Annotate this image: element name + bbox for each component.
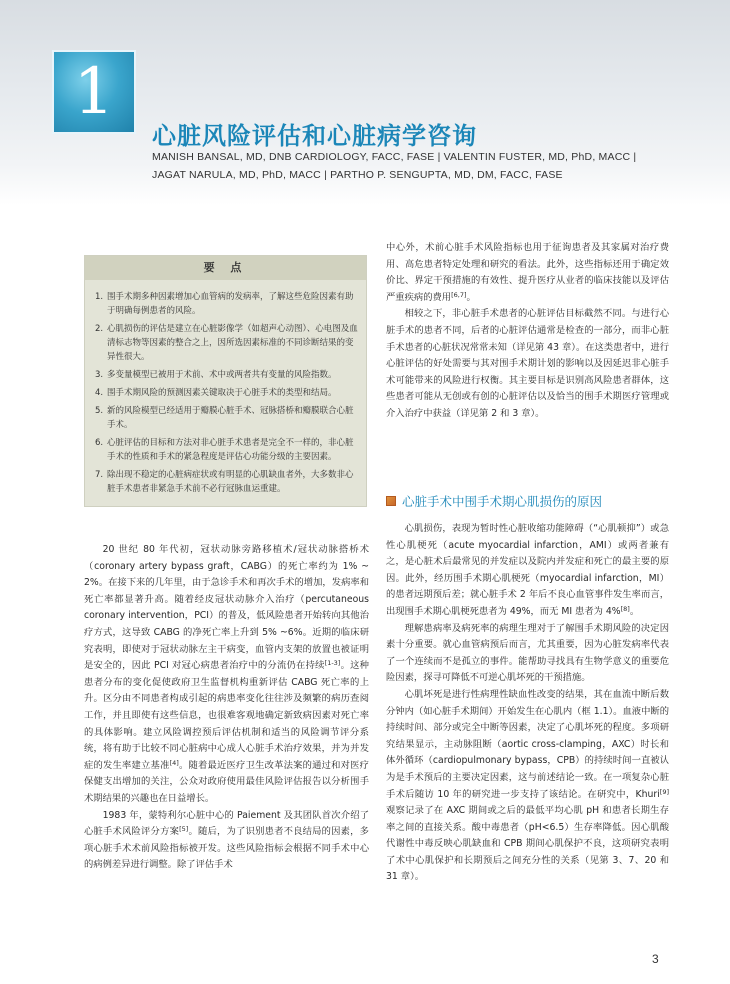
body-paragraph [386, 687, 669, 886]
key-point-number: 5. [95, 406, 104, 416]
text-run: 中心外，术前心脏手术风险指标也用于征询患者及其家属对治疗费用、高危患者特定处理和研究的看法。此外，这些指标还用于确定效价比、界定干预措施的有效性、提升医疗从业者的临床技能以及评估严重疾病的费用 [386, 242, 669, 303]
text-run: 。这种患者分布的变化促使政府卫生监督机构重新评估 CABG 死亡率的上升。区分由不同患者构成引起的病患率变化往往涉及频繁的病历查阅工作，并且即使有这些信息，也很难客观地确定新致病因素对死亡率的具体影响。建立风险调控预后评估机制和适当的风险调节评分系统，将有助于比较不同心脏病中心成人心脏手术治疗效果，并为并发症的发生率建立基准 [84, 660, 369, 771]
citation-ref: [5] [179, 825, 189, 834]
chapter-number-badge [52, 50, 136, 134]
key-point-number: 2. [95, 324, 104, 334]
key-point-text: 心肌损伤的评估是建立在心脏影像学（如超声心动图）、心电图及血清标志物等因素的整合之上，因所选因素标准的不同诊断结果的变异性很大。 [107, 324, 358, 362]
key-points-box [84, 255, 367, 507]
text-run: 心肌坏死是进行性病理性缺血性改变的结果，其在血流中断后数分钟内（如心脏手术期间）开始发生在心肌内（框 1.1）。血液中断的持续时间、部分或完全中断等因素，决定了心肌坏死的程度。多项研究结果显示，主动脉阻断（aortic cross-clamping，AXC）时长和体外循环（cardiopulmonary bypass，CPB）的持续时间一直被认为是手术预后的主要决定因素，这与前述结论一致。在一项复杂心脏手术后随访 10 年的研究进一步支持了该结论。在研究中，Khuri [386, 688, 669, 800]
key-point-number: 4. [95, 388, 104, 398]
key-point-text: 心脏评估的目标和方法对非心脏手术患者是完全不一样的，非心脏手术的性质和手术的紧急程度是评估心功能分级的主要因素。 [107, 438, 354, 462]
body-paragraph: 相较之下，非心脏手术患者的心脏评估目标截然不同。与进行心脏手术的患者不同，后者的心脏评估通常是检查的一部分，而非心脏手术患者的心脏状况常常未知（详见第 43 章）。在这类患者中，进行心脏评估的好处需要与其对围手术期计划的影响以及因延迟非心脏手术可能带来的风险进行权衡。其主要目标是识别高风险患者群体，这些患者可能从无创或有创的心脏评估以及恰当的围手术期医疗管理或介入治疗中获益（详见第 2 和 3 章）。 [386, 308, 669, 419]
key-points-list [95, 290, 361, 500]
authors-line-2: JAGAT NARULA, MD, PhD, MACC | PARTHO P. SENGUPTA, MD, DM, FACC, FASE [152, 169, 563, 181]
text-run: 心肌损伤，表现为暂时性心脏收缩功能障碍（“心肌顿抑”）或急性心肌梗死（acute myocardial infarction，AMI）或两者兼有之，是心脏术后最常见的并发症以及院内并发症和死亡的最主要的原因。此外，经历围手术期心肌梗死（myocardial infarction，MI）的患者远期预后差；就心脏手术 2 年后不良心血管事件发生率而言，出现围手术期心肌梗死患者为 49%，而无 MI 患者为 4% [386, 523, 669, 617]
key-point-item [95, 322, 361, 364]
key-point-text: 除出现不稳定的心脏病症状或有明显的心肌缺血者外，大多数非心脏手术患者非紧急手术前不必行冠脉血运重建。 [107, 470, 354, 494]
text-run: 。 [629, 605, 640, 617]
key-point-number: 6. [95, 438, 104, 448]
chapter-title: 心脏风险评估和心脏病学咨询 [152, 122, 477, 150]
key-point-item [95, 368, 361, 382]
key-point-item [95, 468, 361, 496]
key-point-text: 多变量模型已被用于术前、术中或两者共有变量的风险指数。 [107, 370, 337, 380]
body-paragraph [84, 808, 369, 874]
text-run: 。随着最近医疗卫生改革法案的通过和对医疗保健支出增加的关注，公众对政府使用最佳风险评估报告以分析围手术期结果的兴趣也在日益增长。 [84, 759, 369, 804]
left-column-body [84, 542, 369, 874]
body-paragraph [386, 521, 669, 621]
key-point-text: 围手术期多种因素增加心血管病的发病率，了解这些危险因素有助于明确每例患者的风险。 [107, 292, 354, 316]
citation-ref: [9] [659, 787, 669, 796]
citation-ref: [6,7] [451, 290, 467, 299]
key-point-item [95, 290, 361, 318]
text-run: 。随后，为了识别患者不良结局的因素，多项心脏手术术前风险指标被开发。这些风险指标会根据不同手术中心的病例差异进行调整。除了评估手术 [84, 826, 369, 871]
text-run: 观察记录了在 AXC 期间或之后的最低平均心肌 pH 和患者长期生存率之间的直接关系。酸中毒患者（pH<6.5）生存率降低。因心肌酸代谢性中毒反映心肌缺血和 CPB 期间心肌保护不良，这项研究表明了术中心肌保护和长期预后之间充分性的关系（见第 3、7、20 和 31 章）。 [386, 805, 669, 883]
right-column-top-body [386, 240, 669, 423]
page-number: 3 [652, 952, 659, 966]
key-point-item [95, 436, 361, 464]
body-paragraph: 理解患病率及病死率的病理生理对于了解围手术期风险的决定因素十分重要。就心血管病预后而言，尤其重要，因为心脏发病率代表了一个连续而不是孤立的事件。能帮助寻找具有生物学意义的重要危险因素，探寻可降低不可逆心肌坏死的干预措施。 [386, 622, 669, 684]
key-point-number: 3. [95, 370, 104, 380]
right-column-bottom-body [386, 521, 669, 886]
key-points-heading: 要 点 [85, 256, 366, 280]
key-point-number: 1. [95, 292, 104, 302]
authors-block [152, 148, 672, 184]
text-run: 1983 年，蒙特利尔心脏中心的 Paiement 及其团队首次介绍了心脏手术风险评分方案 [84, 809, 369, 838]
body-paragraph [386, 240, 669, 306]
key-point-item [95, 386, 361, 400]
citation-ref: [4] [169, 758, 179, 767]
key-point-item [95, 404, 361, 432]
authors-line-1: MANISH BANSAL, MD, DNB CARDIOLOGY, FACC, FASE | VALENTIN FUSTER, MD, PhD, MACC | [152, 151, 637, 163]
body-paragraph [84, 542, 369, 808]
key-point-text: 新的风险模型已经适用于瓣膜心脏手术、冠脉搭桥和瓣膜联合心脏手术。 [107, 406, 354, 430]
section-square-icon [386, 496, 396, 506]
section-heading [386, 491, 669, 511]
chapter-number: 1 [73, 55, 115, 129]
section-title: 心脏手术中围手术期心肌损伤的原因 [402, 494, 603, 509]
key-point-number: 7. [95, 470, 104, 480]
text-run: 20 世纪 80 年代初，冠状动脉旁路移植术/冠状动脉搭桥术（coronary artery bypass graft，CABG）的死亡率约为 1% ~ 2%。在接下来的几年里，由于急诊手术和再次手术的增加，发病率和死亡率都显著升高。随着经皮冠状动脉介入治疗（percutaneous coronary intervention，PCI）的普及，低风险患者开始转向其他治疗方式，这导致 CABG 的净死亡率上升到 5% ~6%。近期的临床研究表明，即使对于冠状动脉左主干病变，血管内支架的放置也被证明是安全的，因此 PCI 对冠心病患者治疗中的分流仍在持续 [84, 544, 369, 672]
citation-ref: [8] [620, 604, 630, 613]
text-run: 。 [466, 291, 476, 303]
key-point-text: 围手术期风险的预测因素关键取决于心脏手术的类型和结局。 [107, 388, 337, 398]
citation-ref: [1-3] [324, 659, 341, 668]
